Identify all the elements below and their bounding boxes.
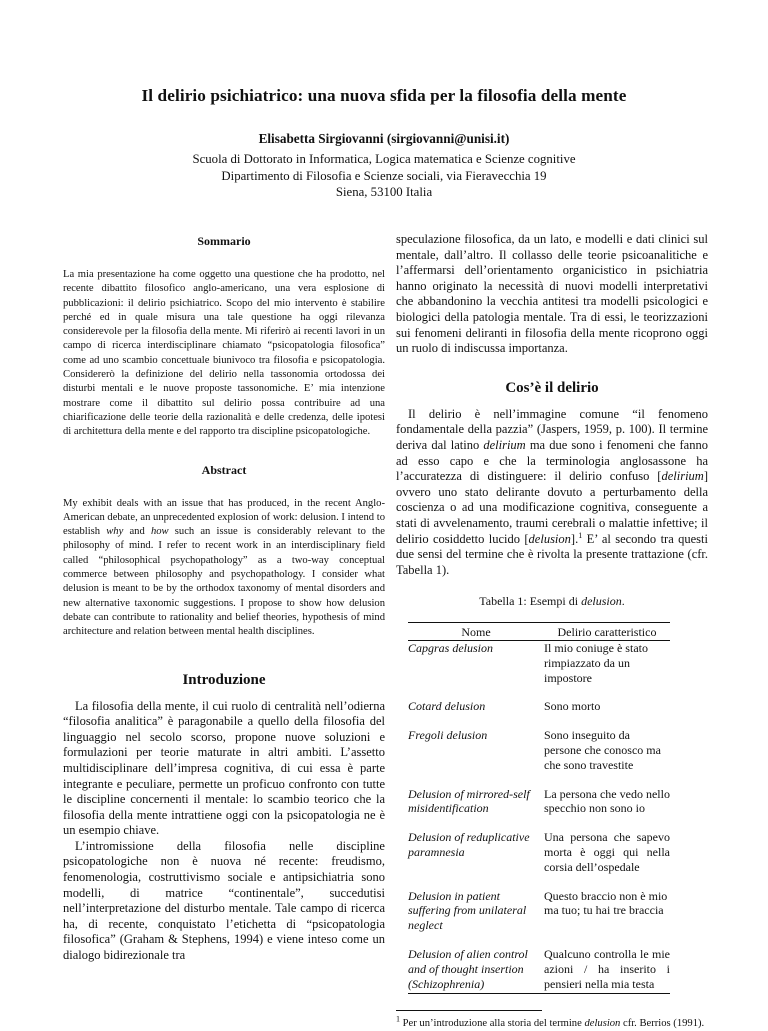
delusion-description: Una persona che sapevo morta è oggi qui nella corsia dell’ospedale	[544, 830, 670, 874]
cose-paragraph: Il delirio è nell’immagine comune “il fenomeno fondamentale della pazzia” (Jaspers, 1959, p. 100). Il termine deriva dal latino delirium ma due sono i fenomeni che fanno ad esso capo e che la terminologia anglosassone ha l’accuratezza di distinguere: il delirio confuso [delirium] ovvero uno stato delirante dovuto a perturbamento della coscienza o ad una modificazione cognitiva, conseguente a stati di avvelenamento, traumi cerebrali o malattie infettive; il delirio cosiddetto lucido [delusion].$^1$ E’ al secondo tra questi due sensi del termine che è rivolta la presente trattazione (cfr. Tabella 1).	[396, 406, 708, 577]
table-header-row	[408, 623, 670, 641]
delusion-name: Capgras delusion	[408, 641, 544, 686]
intro-continuation: speculazione filosofica, da un lato, e modelli e dati clinici sul mentale, dall’altro. Il collasso delle teorie psicoanalitiche e l’affermarsi dell’orientamento organicistico in psichiatria hanno originato la necessità di nuovi modelli interpretativi che abbandonino la vecchia antitesi tra modelli psicologici e biologici della patologia mentale. Tra di essi, le teorizzazioni sui fenomeni deliranti in filosofia della mente ricoprono oggi un ruolo di indiscussa importanza.	[396, 232, 708, 356]
delusion-description: Sono inseguito da persone che conosco ma che sono travestite	[544, 728, 661, 772]
right-column	[396, 232, 708, 1031]
delusion-name: Delusion in patient suffering from unilateral neglect	[408, 888, 527, 933]
table-row	[408, 685, 670, 714]
footnote-divider	[396, 1010, 542, 1011]
delusion-name: Delusion of mirrored-self misidentification	[408, 786, 530, 816]
table-header-name: Nome	[461, 625, 491, 640]
delusion-name: Cotard delusion	[408, 699, 486, 714]
table-row	[408, 773, 670, 817]
intro-paragraph-1: La filosofia della mente, il cui ruolo di centralità nell’odierna “filosofia analitica” è paragonabile a quello della filosofia del linguaggio nel secolo scorso, propone nuove soluzioni e formulazioni per teorie maturate in altri ambiti. L’assetto multidisciplinare dell’impresa cognitiva, di cui essa è parte integrante e peculiare, permette un proficuo confronto con tutte le discipline concernenti il mentale: lo scambio teorico che la filosofia della mente intrattiene oggi con la psicopatologia ne è un esempio chiave.	[63, 698, 385, 838]
delusion-description: Il mio coniuge è stato rimpiazzato da un impostore	[544, 641, 670, 686]
left-column	[63, 234, 385, 964]
table-row	[408, 933, 670, 994]
author-line: Elisabetta Sirgiovanni (sirgiovanni@unisi.it)	[258, 131, 510, 146]
table-row	[408, 641, 670, 686]
cose-heading: Cos’è il delirio	[505, 379, 599, 396]
delusion-description: Qualcuno controlla le mie azioni / ha inserito i pensieri nella mia testa	[544, 947, 670, 991]
introduzione-heading: Introduzione	[182, 671, 266, 688]
affiliation	[0, 151, 768, 201]
delusion-name: Delusion of alien control and of thought insertion (Schizophrenia)	[408, 947, 528, 991]
delusion-description: La persona che vedo nello specchio non sono io	[544, 786, 670, 816]
footnote-marker: 1	[578, 530, 583, 540]
paper-title: Il delirio psichiatrico: una nuova sfida per la filosofia della mente	[141, 86, 627, 105]
table-row	[408, 816, 670, 874]
affiliation-line: Dipartimento di Filosofia e Scienze sociali, via Fieravecchia 19	[221, 168, 547, 183]
footnote: $^1$ Per un’introduzione alla storia del termine delusion cfr. Berrios (1991).	[396, 1014, 705, 1030]
table-row	[408, 875, 670, 933]
delusion-table	[408, 622, 670, 994]
sommario-heading: Sommario	[197, 234, 251, 248]
delusion-name: Delusion of reduplicative paramnesia	[408, 830, 530, 860]
delusion-name: Fregoli delusion	[408, 728, 488, 743]
intro-paragraph-2: L’intromissione della filosofia nelle discipline psicopatologiche non è nuova né recente: freudismo, fenomenologia, costruttivismo sociale e antipsichiatria sono modelli, di matrice “continentale”, succedutisi nell’interpretazione del disturbo mentale. Tale campo di ricerca ha, di recente, conquistato l’etichetta di “psicopatologia filosofica” (Graham & Stephens, 1994) e viene inteso come un dialogo bidirezionale tra	[63, 838, 385, 963]
abstract-text: My exhibit deals with an issue that has produced, in the recent Anglo-American debate, an unprecedented explosion of work: delusion. I intend to establish why and how such an issue is considerably relevant to the philosophy of mind. I refer to recent work in an interdisciplinary field called “philosophical psychopathology” as a two-way conceptual commerce between philosophy and psychopathology. I consider what delusion is meant to be by the orthodox taxonomy of mental disorders and new alternative taxonomic suggestions. I propose to show how delusion debate can contribute to rationality and belief theories, hypothesis of mind architecture and relation between mental health disciplines.	[63, 497, 385, 638]
affiliation-line: Siena, 53100 Italia	[335, 185, 433, 199]
delusion-description: Questo braccio non è mio ma tuo; tu hai tre braccia	[544, 888, 668, 918]
table-row	[408, 714, 670, 772]
table-caption: Tabella 1: Esempi di delusion.	[479, 594, 625, 609]
delusion-description: Sono morto	[544, 699, 601, 714]
abstract-heading: Abstract	[201, 462, 247, 477]
affiliation-line: Scuola di Dottorato in Informatica, Logica matematica e Scienze cognitive	[192, 152, 576, 166]
sommario-text: La mia presentazione ha come oggetto una questione che ha prodotto, nel recente dibattito filosofico anglo-americano, una vera esplosione di pubblicazioni: il delirio psichiatrico. Scopo del mio intervento è stabilire perché ed in quale misura una tale questione ha oggi rilevanza considerevole per la filosofia della mente. Mi riferirò ai recenti lavori in un campo di ricerca interdisciplinare chiamato “psicopatologia filosofica” come ad uno scambio concettuale biunivoco tra filosofia e psicopatologia. Considererò la definizione del delirio nella tassonomia ortodossa dei disturbi mentali e le nuove proposte tassonomiche. E’ mia intenzione mostrare come il dibattito sul delirio possa contribuire ad una chiarificazione delle teorie della razionalità e delle credenza, delle ipotesi di architettura della mente e del rapporto tra discipline psicopatologiche.	[63, 269, 385, 438]
table-header-delusion: Delirio caratteristico	[557, 625, 657, 640]
